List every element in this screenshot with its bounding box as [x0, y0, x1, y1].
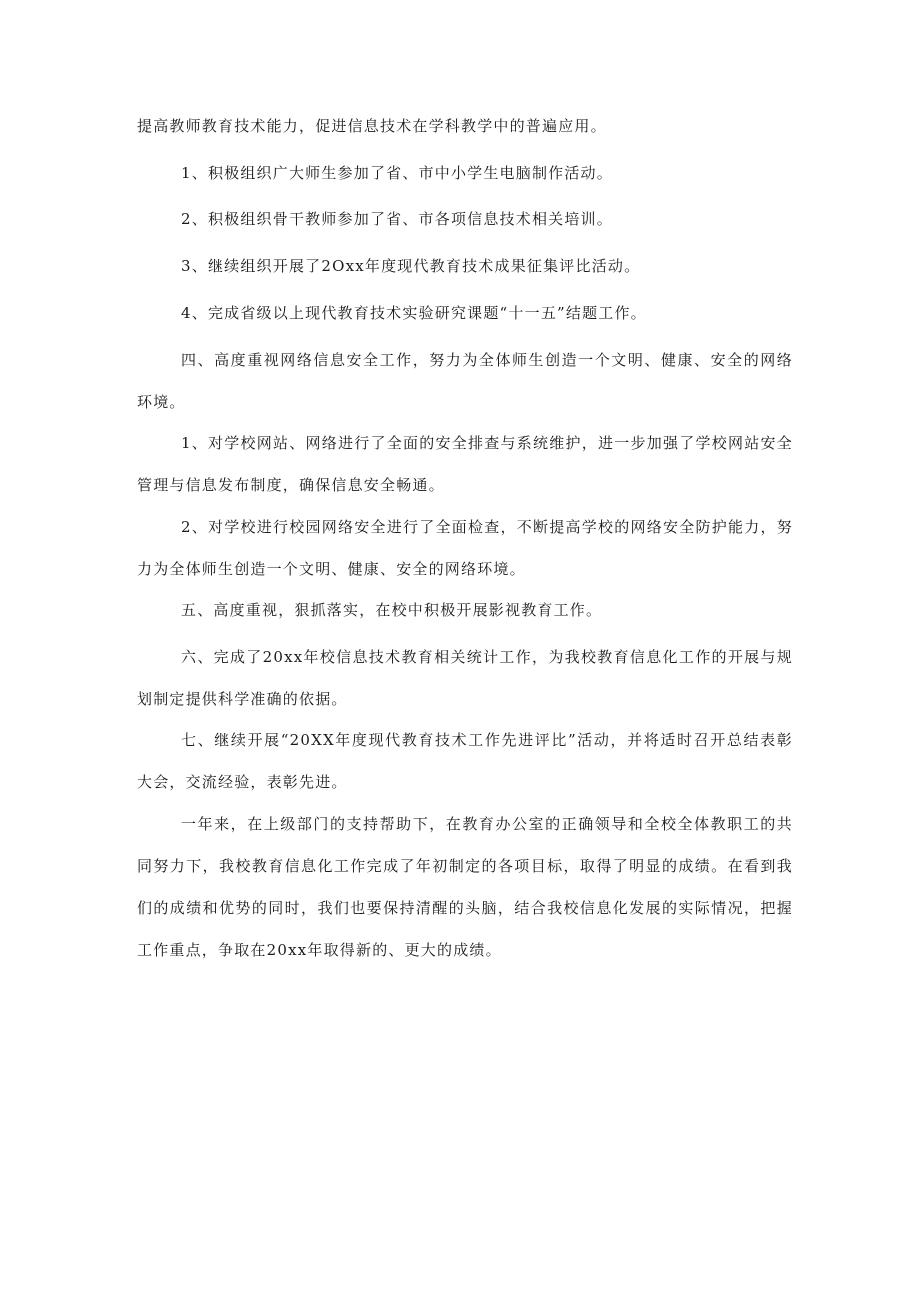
paragraph-item-1: 1、积极组织广大师生参加了省、市中小学生电脑制作活动。 — [181, 164, 613, 182]
paragraph-section-seven: 七、继续开展“20XX年度现代教育技术工作先进评比”活动，并将适时召开总结表彰大会，交流经验，表彰先进。 — [137, 731, 793, 791]
paragraph-item-4: 4、完成省级以上现代教育技术实验研究课题“十一五”结题工作。 — [181, 304, 647, 322]
paragraph-section-four-item-2: 2、对学校进行校园网络安全进行了全面检查，不断提高学校的网络安全防护能力，努力为全体师生创造一个文明、健康、安全的网络环境。 — [137, 518, 793, 578]
paragraph-conclusion: 一年来，在上级部门的支持帮助下，在教育办公室的正确领导和全校全体教职工的共同努力下，我校教育信息化工作完成了年初制定的各项目标，取得了明显的成绩。在看到我们的成绩和优势的同时，我们也要保持清醒的头脑，结合我校信息化发展的实际情况，把握工作重点，争取在20xx年取得新的、更大的成绩。 — [137, 815, 793, 959]
paragraph-section-five: 五、高度重视，狠抓落实，在校中积极开展影视教育工作。 — [181, 601, 603, 619]
paragraph-item-3: 3、继续组织开展了2Oxx年度现代教育技术成果征集评比活动。 — [181, 257, 641, 275]
paragraph-section-four-item-1: 1、对学校网站、网络进行了全面的安全排查与系统维护，进一步加强了学校网站安全管理与信息发布制度，确保信息安全畅通。 — [137, 434, 793, 494]
paragraph-item-2: 2、积极组织骨干教师参加了省、市各项信息技术相关培训。 — [181, 210, 613, 228]
paragraph-intro-continuation: 提高教师教育技术能力，促进信息技术在学科教学中的普遍应用。 — [137, 117, 607, 135]
paragraph-section-six: 六、完成了20xx年校信息技术教育相关统计工作，为我校教育信息化工作的开展与规划制定提供科学准确的依据。 — [137, 648, 793, 708]
paragraph-section-four: 四、高度重视网络信息安全工作，努力为全体师生创造一个文明、健康、安全的网络环境。 — [137, 351, 793, 411]
